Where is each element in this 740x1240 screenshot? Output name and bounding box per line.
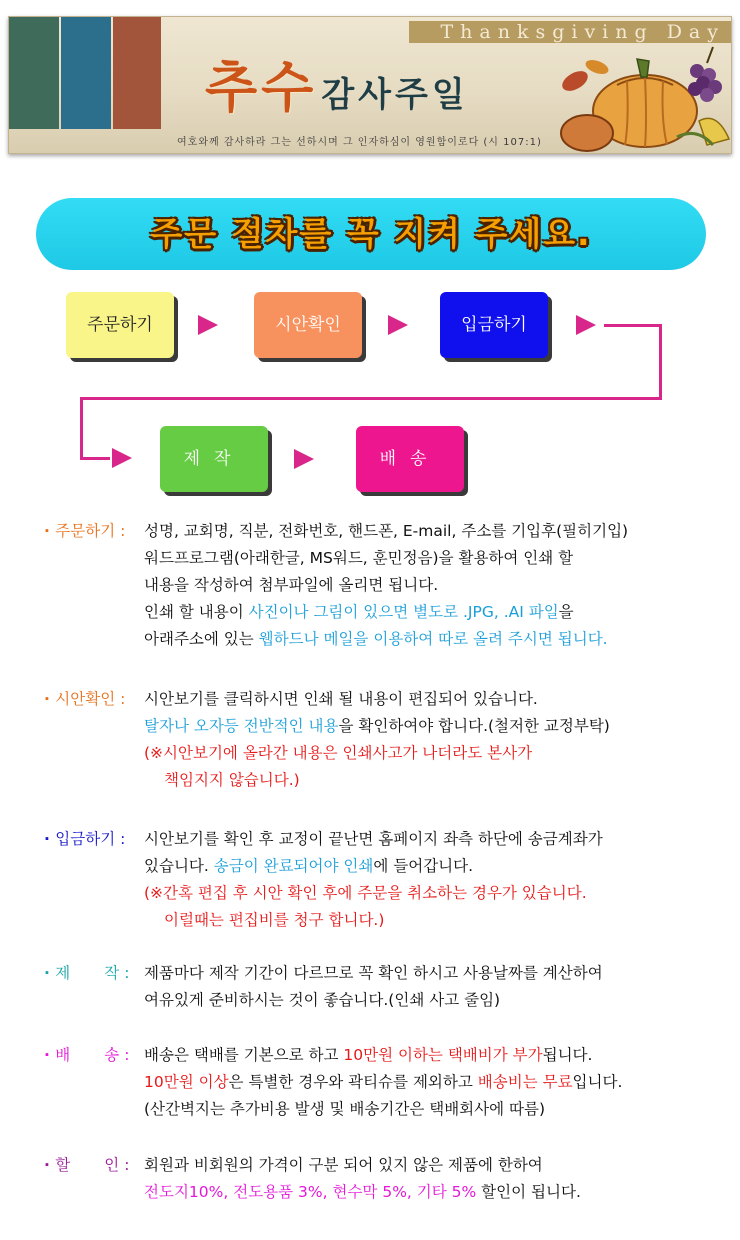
text-line: 회원과 비회원의 가격이 구분 되어 있지 않은 제품에 한하여 [144, 1156, 543, 1174]
flow-connector-line [80, 397, 83, 459]
heading-text: 주문 절차를 꼭 지켜 주세요. [150, 214, 592, 253]
green-paint-swatch [9, 17, 59, 129]
flow-connector-line [604, 324, 662, 327]
step-make-box [160, 426, 268, 492]
order-label: · 주문하기 : [44, 522, 126, 540]
text-line: 내용을 작성하여 첨부파일에 올리면 됩니다. [144, 576, 439, 594]
step-order-box [66, 292, 174, 358]
text-line: 배송은 택배를 기본으로 하고 10만원 이하는 택배비가 부가됩니다. [144, 1046, 593, 1064]
text-line: 10만원 이상은 특별한 경우와 곽티슈를 제외하고 배송비는 무료입니다. [144, 1073, 623, 1091]
order-procedure-heading [36, 198, 706, 270]
text-line: 인쇄 할 내용이 사진이나 그림이 있으면 별도로 .JPG, .AI 파일을 [144, 603, 574, 621]
text-line: 성명, 교회명, 직분, 전화번호, 핸드폰, E-mail, 주소를 기입후(필히기입) [144, 522, 629, 540]
text-line: 여유있게 준비하시는 것이 좋습니다.(인쇄 사고 줄임) [144, 991, 501, 1009]
deposit-label: · 입금하기 : [44, 830, 126, 848]
banner-title [205, 45, 469, 119]
step-proof-box [254, 292, 362, 358]
text-line: 제품마다 제작 기간이 다르므로 꼭 확인 하시고 사용날짜를 계산하여 [144, 964, 603, 982]
text-line: 아래주소에 있는 웹하드나 메일을 이용하여 따로 올려 주시면 됩니다. [144, 630, 608, 648]
arrow-right-icon [576, 315, 596, 335]
arrow-right-icon [198, 315, 218, 335]
make-label: · 제 작 : [44, 964, 130, 982]
arrow-right-icon [294, 449, 314, 469]
step-deposit-box [440, 292, 548, 358]
banner-title-sub: 감사주일 [321, 75, 469, 115]
flow-connector-line [80, 397, 662, 400]
text-line: 전도지10%, 전도용품 3%, 현수막 5%, 기타 5% 할인이 됩니다. [144, 1183, 581, 1201]
harvest-illustration [557, 41, 731, 153]
blue-paint-swatch [61, 17, 111, 129]
text-line: 워드프로그램(아래한글, MS워드, 훈민정음)을 활용하여 인쇄 할 [144, 549, 574, 567]
step-make-label: 제작 [183, 449, 245, 469]
flow-connector-line [80, 457, 110, 460]
ship-label: · 배 송 : [44, 1046, 130, 1064]
text-line: (※간혹 편집 후 시안 확인 후에 주문을 취소하는 경우가 있습니다. [144, 884, 587, 902]
flow-connector-line [659, 324, 662, 400]
arrow-right-icon [388, 315, 408, 335]
text-line: 시안보기를 확인 후 교정이 끝난면 홈페이지 좌측 하단에 송금계좌가 [144, 830, 603, 848]
proof-label: · 시안확인 : [44, 690, 126, 708]
step-deposit-label: 입금하기 [461, 315, 527, 335]
thanksgiving-banner [8, 16, 732, 154]
text-line: 탈자나 오자등 전반적인 내용을 확인하여야 합니다.(철저한 교정부탁) [144, 717, 610, 735]
step-ship-label: 배송 [379, 449, 441, 469]
step-order-label: 주문하기 [87, 315, 153, 335]
banner-verse: 여호와께 감사하라 그는 선하시며 그 인자하심이 영원함이로다 (시 107:1) [177, 137, 542, 148]
text-line: 책임지지 않습니다.) [164, 771, 300, 789]
proof-text [144, 686, 610, 794]
text-line: 시안보기를 클릭하시면 인쇄 될 내용이 편집되어 있습니다. [144, 690, 538, 708]
text-line: (※시안보기에 올라간 내용은 인쇄사고가 나더라도 본사가 [144, 744, 533, 762]
text-line: (산간벽지는 추가비용 발생 및 배송기간은 택배회사에 따름) [144, 1100, 546, 1118]
order-text [144, 518, 628, 653]
banner-title-main: 추수 [205, 55, 318, 119]
text-line: 있습니다. 송금이 완료되어야 인쇄에 들어갑니다. [144, 857, 474, 875]
banner-ribbon-text: Thanksgiving Day [409, 21, 731, 43]
deposit-text [144, 826, 603, 934]
step-ship-box [356, 426, 464, 492]
discount-label: · 할 인 : [44, 1156, 130, 1174]
text-line: 이럴때는 편집비를 청구 합니다.) [164, 911, 385, 929]
ship-text [144, 1042, 622, 1123]
make-text [144, 960, 603, 1014]
discount-text [144, 1152, 581, 1206]
red-paint-swatch [113, 17, 161, 129]
arrow-right-icon [112, 448, 132, 468]
step-proof-label: 시안확인 [275, 315, 341, 335]
